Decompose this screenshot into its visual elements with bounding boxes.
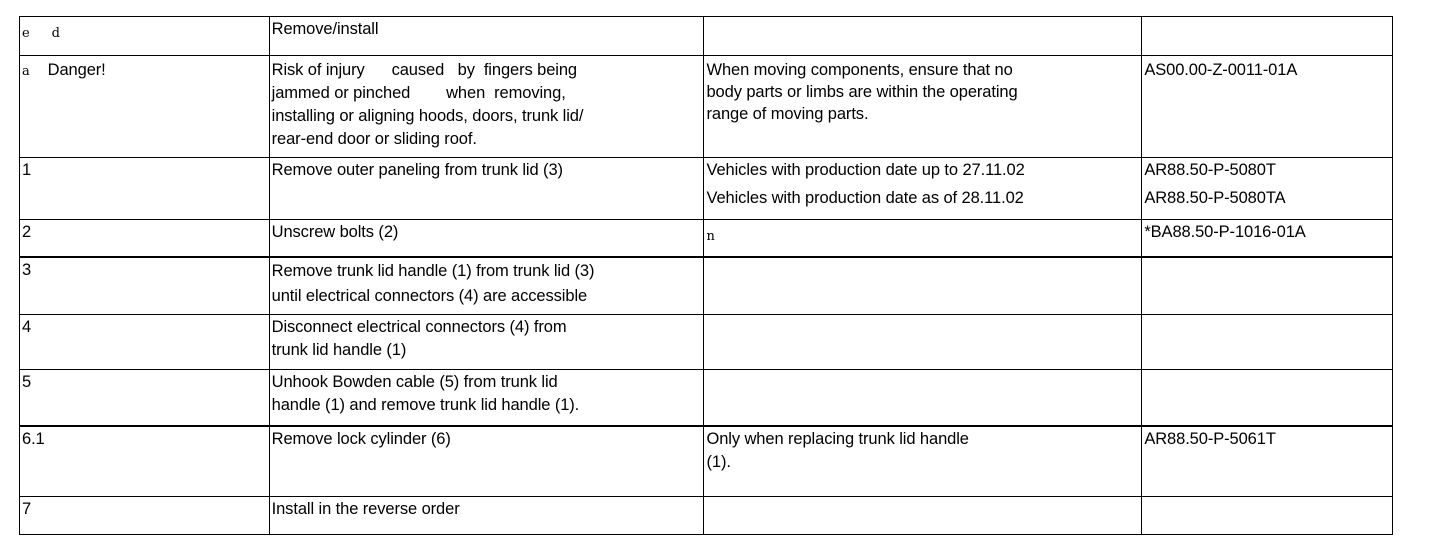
header-empty-cell bbox=[704, 17, 1142, 56]
step-action-line: Remove trunk lid handle (1) from trunk lid (3) bbox=[271, 261, 595, 280]
step-number-cell bbox=[20, 426, 270, 497]
step-action: Unscrew bolts (2) bbox=[271, 223, 399, 241]
step-note-line: Only when replacing trunk lid handle bbox=[706, 429, 969, 448]
step-note-cell bbox=[704, 426, 1142, 497]
step-note-cell bbox=[704, 257, 1142, 315]
danger-note-cell bbox=[704, 56, 1142, 158]
step-action-cell bbox=[269, 370, 704, 426]
reference-link[interactable]: AR88.50-P-5080TA bbox=[1144, 189, 1286, 207]
table-row bbox=[20, 220, 1393, 257]
reference-link[interactable]: AR88.50-P-5080T bbox=[1144, 161, 1276, 179]
danger-description-cell bbox=[269, 56, 704, 158]
step-action-cell bbox=[269, 257, 704, 315]
header-empty-cell bbox=[1142, 17, 1393, 56]
step-note-line: Vehicles with production date up to 27.11.02 bbox=[706, 161, 1025, 179]
step-number-cell bbox=[20, 220, 270, 257]
step-action-line: Unhook Bowden cable (5) from trunk lid bbox=[271, 373, 558, 391]
step-reference-cell bbox=[1142, 370, 1393, 426]
step-note-line: (1). bbox=[706, 452, 731, 471]
step-action-cell bbox=[269, 497, 704, 535]
step-reference-cell bbox=[1142, 315, 1393, 370]
tool-note-icon: n bbox=[706, 229, 715, 244]
step-number: 3 bbox=[22, 260, 32, 279]
step-note-cell bbox=[704, 220, 1142, 257]
step-number: 7 bbox=[22, 500, 32, 518]
step-note-cell bbox=[704, 315, 1142, 370]
danger-description-line: jammed or pinched when removing, bbox=[271, 84, 566, 102]
danger-description-line: Risk of injury caused by fingers being bbox=[271, 61, 578, 79]
table-row bbox=[20, 370, 1393, 426]
danger-description-line: installing or aligning hoods, doors, trunk lid/ bbox=[271, 107, 584, 125]
step-action: Remove outer paneling from trunk lid (3) bbox=[271, 161, 563, 179]
step-reference-cell bbox=[1142, 497, 1393, 535]
reference-link[interactable]: AS00.00-Z-0011-01A bbox=[1144, 61, 1298, 79]
step-action-cell bbox=[269, 426, 704, 497]
step-note-cell bbox=[704, 370, 1142, 426]
step-action-line: trunk lid handle (1) bbox=[271, 341, 407, 359]
table-row bbox=[20, 315, 1393, 370]
table-row bbox=[20, 497, 1393, 535]
reference-link[interactable]: *BA88.50-P-1016-01A bbox=[1144, 223, 1306, 241]
step-action: Remove lock cylinder (6) bbox=[271, 429, 451, 448]
step-reference-cell bbox=[1142, 257, 1393, 315]
step-number: 1 bbox=[22, 161, 32, 179]
step-action-cell bbox=[269, 220, 704, 257]
danger-note-line: When moving components, ensure that no bbox=[706, 61, 1013, 79]
danger-warning-icon: a bbox=[22, 64, 30, 79]
step-note-cell bbox=[704, 158, 1142, 220]
danger-note-line: body parts or limbs are within the operating bbox=[706, 83, 1018, 101]
step-action-cell bbox=[269, 158, 704, 220]
danger-label: Danger! bbox=[47, 61, 106, 79]
step-note-cell bbox=[704, 497, 1142, 535]
table-row bbox=[20, 158, 1393, 220]
step-number: 2 bbox=[22, 223, 32, 241]
step-number-cell bbox=[20, 497, 270, 535]
section-title: Remove/install bbox=[271, 20, 379, 38]
step-action-line: handle (1) and remove trunk lid handle (1). bbox=[271, 396, 580, 414]
step-number-cell bbox=[20, 370, 270, 426]
table-row-danger bbox=[20, 56, 1393, 158]
table-row bbox=[20, 426, 1393, 497]
step-reference-cell bbox=[1142, 220, 1393, 257]
table-row bbox=[20, 257, 1393, 315]
step-action: Install in the reverse order bbox=[271, 500, 460, 518]
procedure-table bbox=[19, 16, 1393, 535]
step-number-cell bbox=[20, 257, 270, 315]
table-row-header bbox=[20, 17, 1393, 56]
step-number: 6.1 bbox=[22, 429, 45, 448]
step-reference-cell bbox=[1142, 426, 1393, 497]
danger-label-cell bbox=[20, 56, 270, 158]
step-number-cell bbox=[20, 315, 270, 370]
step-number: 5 bbox=[22, 373, 32, 391]
step-action-line: Disconnect electrical connectors (4) from bbox=[271, 318, 567, 336]
danger-note-line: range of moving parts. bbox=[706, 105, 869, 123]
danger-description-line: rear-end door or sliding roof. bbox=[271, 130, 477, 148]
header-symbols-cell bbox=[20, 17, 270, 56]
symbol-e-icon: e bbox=[22, 26, 30, 41]
step-number-cell bbox=[20, 158, 270, 220]
step-action-cell bbox=[269, 315, 704, 370]
step-action-line: until electrical connectors (4) are accessible bbox=[271, 286, 588, 305]
step-note-line: Vehicles with production date as of 28.11.02 bbox=[706, 189, 1024, 207]
danger-reference-cell bbox=[1142, 56, 1393, 158]
symbol-d-icon: d bbox=[51, 26, 60, 41]
header-title-cell bbox=[269, 17, 704, 56]
step-reference-cell bbox=[1142, 158, 1393, 220]
reference-link[interactable]: AR88.50-P-5061T bbox=[1144, 429, 1276, 448]
step-number: 4 bbox=[22, 318, 32, 336]
